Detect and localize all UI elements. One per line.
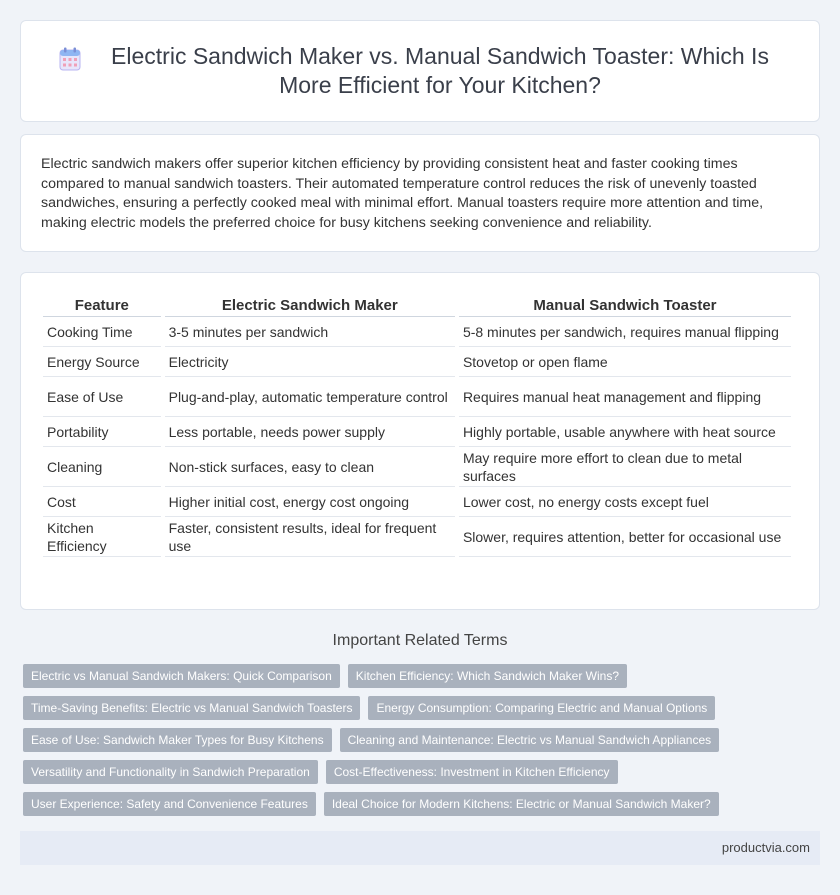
page-title: Electric Sandwich Maker vs. Manual Sandwich Toaster: Which Is More Efficient for Your Kitchen? xyxy=(111,43,769,98)
table-row xyxy=(43,487,791,517)
table-cell: Higher initial cost, energy cost ongoing xyxy=(165,487,455,517)
table-row xyxy=(43,377,791,417)
table-row xyxy=(43,347,791,377)
table-cell: Cleaning xyxy=(43,447,161,487)
table-row xyxy=(43,417,791,447)
related-term-link[interactable]: User Experience: Safety and Convenience Features xyxy=(23,792,316,816)
table-cell: Kitchen Efficiency xyxy=(43,517,161,557)
table-cell: Cooking Time xyxy=(43,317,161,347)
column-header-feature: Feature xyxy=(43,291,161,317)
table-row xyxy=(43,517,791,557)
related-terms-tags xyxy=(23,664,823,824)
table-cell: Portability xyxy=(43,417,161,447)
table-cell: Non-stick surfaces, easy to clean xyxy=(165,447,455,487)
table-cell: Stovetop or open flame xyxy=(459,347,791,377)
related-term-link[interactable]: Cost-Effectiveness: Investment in Kitchen Efficiency xyxy=(326,760,618,784)
footer xyxy=(20,831,820,865)
intro-card xyxy=(20,134,820,252)
footer-site-link[interactable]: productvia.com xyxy=(721,840,810,855)
table-cell: Energy Source xyxy=(43,347,161,377)
related-term-link[interactable]: Electric vs Manual Sandwich Makers: Quick Comparison xyxy=(23,664,340,688)
comparison-table-card xyxy=(20,272,820,610)
table-cell: Less portable, needs power supply xyxy=(165,417,455,447)
table-row xyxy=(43,317,791,347)
table-cell: Plug-and-play, automatic temperature control xyxy=(165,377,455,417)
table-cell: Requires manual heat management and flipping xyxy=(459,377,791,417)
related-term-link[interactable]: Versatility and Functionality in Sandwich Preparation xyxy=(23,760,318,784)
related-terms-title: Important Related Terms xyxy=(332,632,508,649)
table-cell: Ease of Use xyxy=(43,377,161,417)
table-cell: Slower, requires attention, better for occasional use xyxy=(459,517,791,557)
column-header-electric: Electric Sandwich Maker xyxy=(165,291,455,317)
related-term-link[interactable]: Energy Consumption: Comparing Electric and Manual Options xyxy=(368,696,715,720)
column-header-manual: Manual Sandwich Toaster xyxy=(459,291,791,317)
table-cell: Faster, consistent results, ideal for frequent use xyxy=(165,517,455,557)
table-cell: Electricity xyxy=(165,347,455,377)
table-cell: Highly portable, usable anywhere with heat source xyxy=(459,417,791,447)
comparison-table xyxy=(39,291,795,557)
related-term-link[interactable]: Ideal Choice for Modern Kitchens: Electric or Manual Sandwich Maker? xyxy=(324,792,719,816)
related-term-link[interactable]: Ease of Use: Sandwich Maker Types for Busy Kitchens xyxy=(23,728,332,752)
table-row xyxy=(43,447,791,487)
table-cell: 5-8 minutes per sandwich, requires manual flipping xyxy=(459,317,791,347)
related-term-link[interactable]: Cleaning and Maintenance: Electric vs Manual Sandwich Appliances xyxy=(340,728,720,752)
table-cell: Cost xyxy=(43,487,161,517)
table-cell: May require more effort to clean due to metal surfaces xyxy=(459,447,791,487)
header-card xyxy=(20,20,820,122)
table-cell: 3-5 minutes per sandwich xyxy=(165,317,455,347)
table-header-row xyxy=(43,291,791,317)
intro-paragraph: Electric sandwich makers offer superior kitchen efficiency by providing consistent heat and faster cooking times compared to manual sandwich toasters. Their automated temperature control reduces the risk of unevenly toasted sandwiches, ensuring a perfectly cooked meal with minimal effort. Manual toasters require more attention and time, making electric models the preferred choice for busy kitchens seeking convenience and reliability. xyxy=(41,156,764,231)
related-term-link[interactable]: Kitchen Efficiency: Which Sandwich Maker Wins? xyxy=(348,664,627,688)
table-cell: Lower cost, no energy costs except fuel xyxy=(459,487,791,517)
related-term-link[interactable]: Time-Saving Benefits: Electric vs Manual Sandwich Toasters xyxy=(23,696,360,720)
